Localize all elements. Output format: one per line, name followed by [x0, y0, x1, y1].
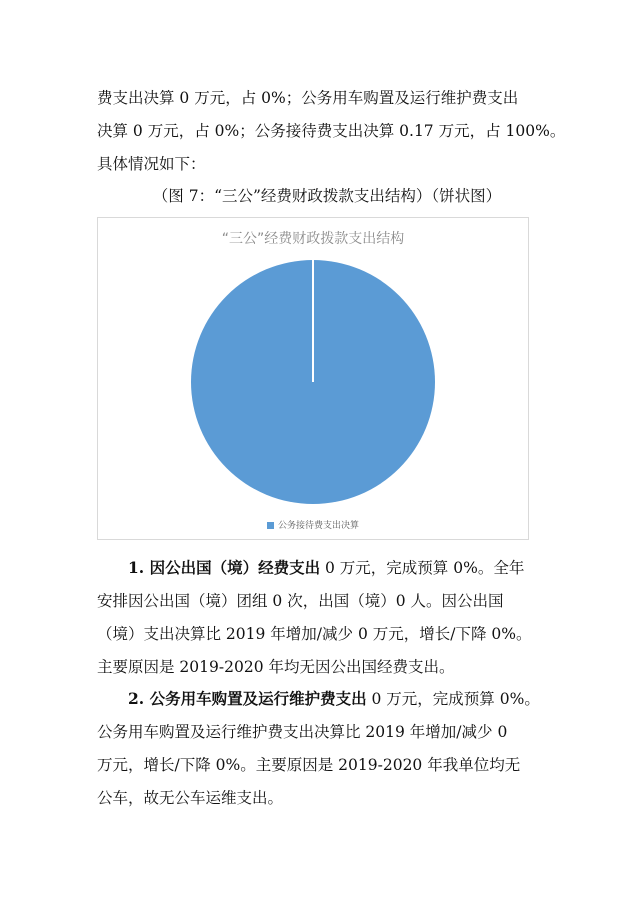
paragraph-line: 具体情况如下：	[97, 155, 206, 173]
section-1-heading: 1. 因公出国（境）经费支出	[128, 558, 321, 577]
paragraph-line: 万元，增长/下降 0%。主要原因是 2019-2020 年我单位均无	[97, 756, 521, 774]
paragraph-line: 公车，故无公车运维支出。	[97, 789, 284, 807]
paragraph-line: 决算 0 万元，占 0%；公务接待费支出决算 0.17 万元，占 100%。	[97, 122, 566, 140]
figure-caption: （图 7：“三公”经费财政拨款支出结构）（饼状图）	[152, 187, 502, 205]
section-1-text: 0 万元，完成预算 0%。全年	[320, 559, 525, 577]
chart-legend	[98, 518, 528, 531]
pie-chart-canvas	[98, 218, 528, 539]
pie-chart	[97, 217, 529, 540]
chart-title: “三公”经费财政拨款支出结构	[221, 231, 405, 247]
paragraph-line: 费支出决算 0 万元，占 0%；公务用车购置及运行维护费支出	[97, 89, 519, 107]
legend-swatch	[267, 522, 274, 529]
section-2-line-1	[128, 689, 558, 709]
paragraph-line: 主要原因是 2019-2020 年均无因公出国经费支出。	[97, 658, 455, 676]
section-1-line-1	[128, 558, 558, 578]
section-2-heading: 2. 公务用车购置及运行维护费支出	[128, 689, 367, 708]
legend-label: 公务接待费支出决算	[277, 521, 359, 531]
paragraph-line: 公务用车购置及运行维护费支出决算比 2019 年增加/减少 0	[97, 723, 508, 741]
paragraph-line: （境）支出决算比 2019 年增加/减少 0 万元，增长/下降 0%。	[97, 625, 532, 643]
section-2-text: 0 万元，完成预算 0%。	[366, 690, 540, 708]
paragraph-line: 安排因公出国（境）团组 0 次，出国（境）0 人。因公出国	[97, 592, 504, 610]
